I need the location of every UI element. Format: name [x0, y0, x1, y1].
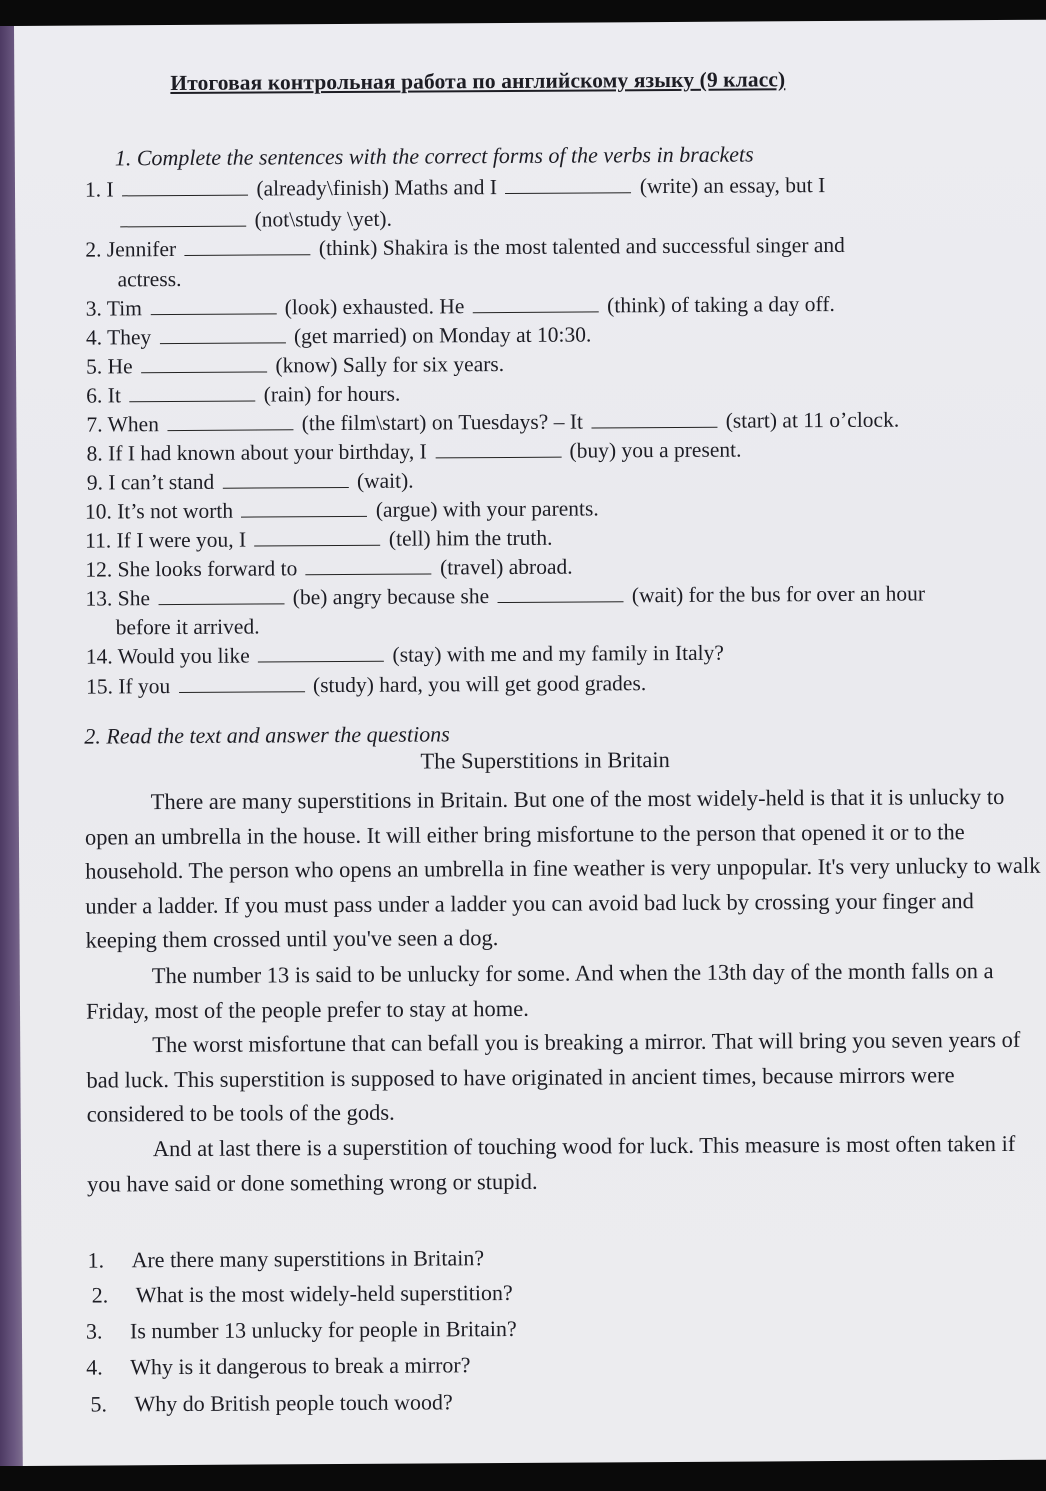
exercise-line: [116, 615, 260, 641]
line-text: actress.: [117, 266, 182, 292]
line-text: (think) of taking a day off.: [607, 291, 835, 318]
line-text: (not\study \yet).: [254, 206, 392, 232]
exercise-line: [86, 322, 592, 350]
exercise-line: [86, 671, 646, 699]
answer-blank[interactable]: [255, 544, 381, 547]
item-number: 7.: [86, 412, 103, 437]
exercise-line: [117, 267, 181, 292]
answer-blank[interactable]: [167, 428, 293, 431]
exercise-line: [87, 438, 742, 467]
text-title: The Superstitions in Britain: [420, 747, 670, 774]
answer-blank[interactable]: [498, 600, 624, 603]
item-number: 8.: [86, 441, 103, 466]
exercise-line: [86, 408, 899, 438]
text-paragraph: The number 13 is said to be unlucky for some. And when the 13th day of the month falls on a Friday, most of the people prefer to stay at home.: [85, 958, 994, 1024]
question-text: Are there many superstitions in Britain?: [131, 1245, 485, 1273]
question-item: [92, 1280, 513, 1309]
line-text: (argue) with your parents.: [375, 496, 599, 522]
line-text: (already\finish) Maths and I: [256, 175, 498, 201]
question-text: Why do British people touch wood?: [134, 1389, 453, 1417]
exercise-line: [86, 382, 400, 409]
line-text: Jennifer: [106, 237, 177, 262]
line-text: I: [106, 177, 114, 202]
line-text: He: [107, 354, 133, 379]
line-text: (tell) him the truth.: [388, 525, 553, 551]
answer-blank[interactable]: [129, 400, 255, 403]
exercise-line: [86, 292, 835, 322]
line-text: (wait).: [356, 468, 414, 493]
answer-blank[interactable]: [435, 456, 561, 459]
line-text: (start) at 11 o’clock.: [725, 407, 900, 433]
answer-blank[interactable]: [141, 370, 267, 373]
item-number: 13.: [85, 586, 113, 611]
answer-blank[interactable]: [223, 486, 349, 489]
line-text: (the film\start) on Tuesdays? – It: [301, 409, 583, 436]
exercise-line: [86, 352, 504, 380]
line-text: (think) Shakira is the most talented and successful singer and: [318, 232, 845, 261]
line-text: (look) exhausted. He: [284, 294, 465, 320]
exercise-line: [85, 496, 599, 524]
line-text: If you: [118, 674, 171, 699]
exercise-line: [85, 581, 925, 611]
text-paragraph: And at last there is a superstition of touching wood for luck. This measure is most often taken if you have said or done something wrong or stupid.: [86, 1130, 1016, 1197]
exercise-line: [87, 469, 414, 496]
answer-blank[interactable]: [505, 191, 631, 194]
exercise-line: [117, 207, 392, 234]
line-text: (write) an essay, but I: [639, 173, 826, 199]
line-text: It: [107, 383, 121, 408]
answer-blank[interactable]: [179, 690, 305, 693]
answer-blank[interactable]: [122, 194, 248, 197]
exercise-line: [86, 641, 724, 670]
task1-heading: 1. Complete the sentences with the correct forms of the verbs in brackets: [114, 141, 754, 171]
answer-blank[interactable]: [258, 660, 384, 663]
exercise-line: [85, 233, 845, 263]
question-item: [86, 1352, 470, 1380]
item-number: 11.: [85, 528, 112, 553]
question-number: 1.: [87, 1247, 105, 1273]
line-text: Tim: [106, 296, 143, 321]
question-item: [90, 1389, 452, 1417]
question-number: 2.: [91, 1282, 109, 1308]
line-text: She looks forward to: [117, 556, 298, 582]
exercise-line: [85, 173, 825, 203]
bottom-dark-bar: [0, 1466, 1046, 1491]
answer-blank[interactable]: [306, 572, 432, 575]
line-text: before it arrived.: [115, 614, 260, 640]
page-title: Итоговая контрольная работа по английскому языку (9 класс): [170, 67, 786, 96]
line-text: They: [106, 325, 152, 350]
question-text: Why is it dangerous to break a mirror?: [130, 1352, 471, 1380]
question-number: 3.: [85, 1318, 103, 1344]
line-text: (wait) for the bus for over an hour: [631, 581, 926, 608]
text-paragraph: The worst misfortune that can befall you is breaking a mirror. That will bring you seven years of bad luck. This superstition is supposed to have originated in ancient times, because mirrors were considered to be tools of the gods.: [86, 1026, 1021, 1127]
line-text: (be) angry because she: [292, 584, 490, 610]
item-number: 6.: [86, 383, 103, 408]
line-text: (travel) abroad.: [439, 554, 573, 580]
answer-blank[interactable]: [473, 310, 599, 313]
item-number: 3.: [85, 296, 102, 321]
line-text: If I were you, I: [116, 527, 247, 553]
line-text: (stay) with me and my family in Italy?: [392, 640, 724, 667]
task2-heading: 2. Read the text and answer the questions: [84, 721, 450, 749]
question-number: 5.: [90, 1391, 107, 1417]
line-text: (get married) on Monday at 10:30.: [293, 322, 592, 349]
line-text: (buy) you a present.: [569, 437, 742, 463]
line-text: Would you like: [117, 643, 250, 669]
line-text: She: [117, 586, 151, 611]
line-text: (rain) for hours.: [263, 381, 401, 407]
item-number: 14.: [85, 644, 113, 669]
exercise-line: [85, 555, 572, 583]
item-number: 1.: [84, 177, 102, 202]
line-text: (study) hard, you will get good grades.: [312, 671, 647, 698]
answer-blank[interactable]: [158, 602, 284, 605]
answer-blank[interactable]: [150, 312, 276, 315]
answer-blank[interactable]: [591, 426, 717, 429]
line-text: I can’t stand: [108, 469, 215, 495]
line-text: (know) Sally for six years.: [275, 352, 505, 378]
question-item: [86, 1316, 517, 1345]
answer-blank[interactable]: [185, 253, 311, 256]
answer-blank[interactable]: [160, 341, 286, 344]
item-number: 15.: [85, 674, 113, 699]
exercise-line: [85, 526, 553, 554]
worksheet-page: [14, 20, 1046, 1466]
item-number: 9.: [86, 470, 103, 495]
line-text: If I had known about your birthday, I: [108, 439, 427, 466]
item-number: 12.: [85, 557, 113, 582]
item-number: 4.: [85, 325, 103, 350]
line-text: When: [107, 412, 159, 437]
answer-blank[interactable]: [241, 515, 367, 518]
question-item: [87, 1245, 484, 1273]
question-number: 4.: [86, 1354, 103, 1380]
answer-blank[interactable]: [120, 225, 246, 228]
item-number: 10.: [84, 499, 112, 524]
text-paragraph: There are many superstitions in Britain. But one of the most widely-held is that it is unlucky to open an umbrella in the house. It will either bring misfortune to the person that opened it or to the household. The person who opens an umbrella in fine weather is very unpopular. It's very unlucky to walk under a ladder. If you must pass under a ladder you can avoid bad luck by crossing your finger and keeping them crossed until you've seen a dog.: [84, 783, 1041, 953]
item-number: 2.: [85, 237, 102, 262]
line-text: It’s not worth: [117, 498, 234, 524]
question-text: Is number 13 unlucky for people in Britain?: [129, 1315, 517, 1344]
item-number: 5.: [86, 354, 103, 379]
question-text: What is the most widely-held superstition?: [135, 1279, 513, 1308]
